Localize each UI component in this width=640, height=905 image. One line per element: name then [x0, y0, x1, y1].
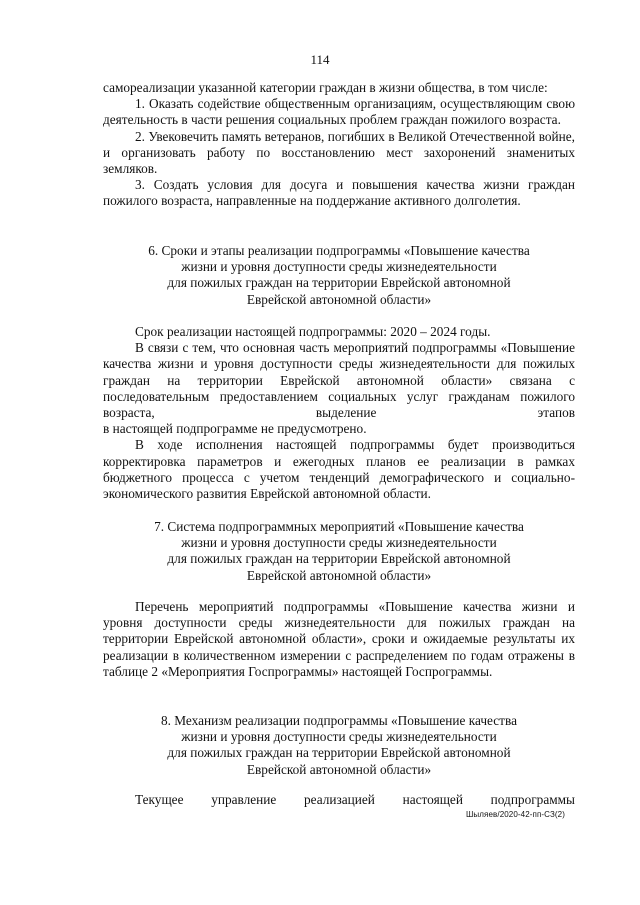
objective-item-1: 1. Оказать содействие общественным организациям, осуществляющим свою деятельность в части решения социальных проблем граждан пожилого возраста.	[103, 96, 575, 128]
section-6-body	[103, 324, 575, 502]
objectives-block	[103, 80, 575, 210]
intro-paragraph: самореализации указанной категории граждан в жизни общества, в том числе:	[103, 80, 548, 95]
management-paragraph: Текущее управление реализацией настоящей подпрограммы	[135, 792, 575, 807]
stages-paragraph: В связи с тем, что основная часть мероприятий подпрограммы «Повышение качества жизни и уровня доступности среды жизнедеятельности для пожилых граждан на территории Еврейской автономной области» связана с последовательным предоставлением социальных услуг гражданам пожилого возраста, выделение этапов	[103, 340, 575, 421]
section-7-heading: 7. Система подпрограммных мероприятий «Повышение качества жизни и уровня доступности среды жизнедеятельности для пожилых граждан на территории Еврейской автономной Еврейской автономной области»	[154, 519, 524, 583]
measures-paragraph: Перечень мероприятий подпрограммы «Повышение качества жизни и уровня доступности среды жизнедеятельности для пожилых граждан на территории Еврейской автономной области», сроки и ожидаемые результаты их реализации в количественном измерении с распределением по годам отражены в таблице 2 «Мероприятия Госпрограммы» настоящей Госпрограммы.	[103, 599, 575, 679]
term-paragraph: Срок реализации настоящей подпрограммы: 2020 – 2024 годы.	[135, 324, 491, 339]
page-number: 114	[310, 52, 330, 67]
stages-paragraph-end: в настоящей подпрограмме не предусмотрено.	[103, 421, 367, 437]
section-8-heading: 8. Механизм реализации подпрограммы «Повышение качества жизни и уровня доступности среды жизнедеятельности для пожилых граждан на территории Еврейской автономной Еврейской автономной области»	[160, 713, 518, 777]
document-code: Шыляев/2020-42-пп-СЗ(2)	[466, 810, 565, 819]
section-6-heading: 6. Сроки и этапы реализации подпрограммы «Повышение качества жизни и уровня доступности среды жизнедеятельности для пожилых граждан на территории Еврейской автономной Еврейской автономной области»	[148, 243, 530, 307]
section-8-body	[103, 792, 575, 808]
objective-item-2: 2. Увековечить память ветеранов, погибших в Великой Отечественной войне, и организовать работу по восстановлению мест захоронений знаменитых земляков.	[103, 128, 575, 177]
objective-item-3: 3. Создать условия для досуга и повышения качества жизни граждан пожилого возраста, направленные на поддержание активного долголетия.	[103, 177, 575, 209]
section-7-body	[103, 599, 575, 680]
adjustment-paragraph: В ходе исполнения настоящей подпрограммы будет производиться корректировка параметров и ежегодных планов ее реализации в рамках бюджетного процесса с учетом тенденций демографического и социально-экономического развития Еврейской автономной области.	[103, 437, 575, 502]
